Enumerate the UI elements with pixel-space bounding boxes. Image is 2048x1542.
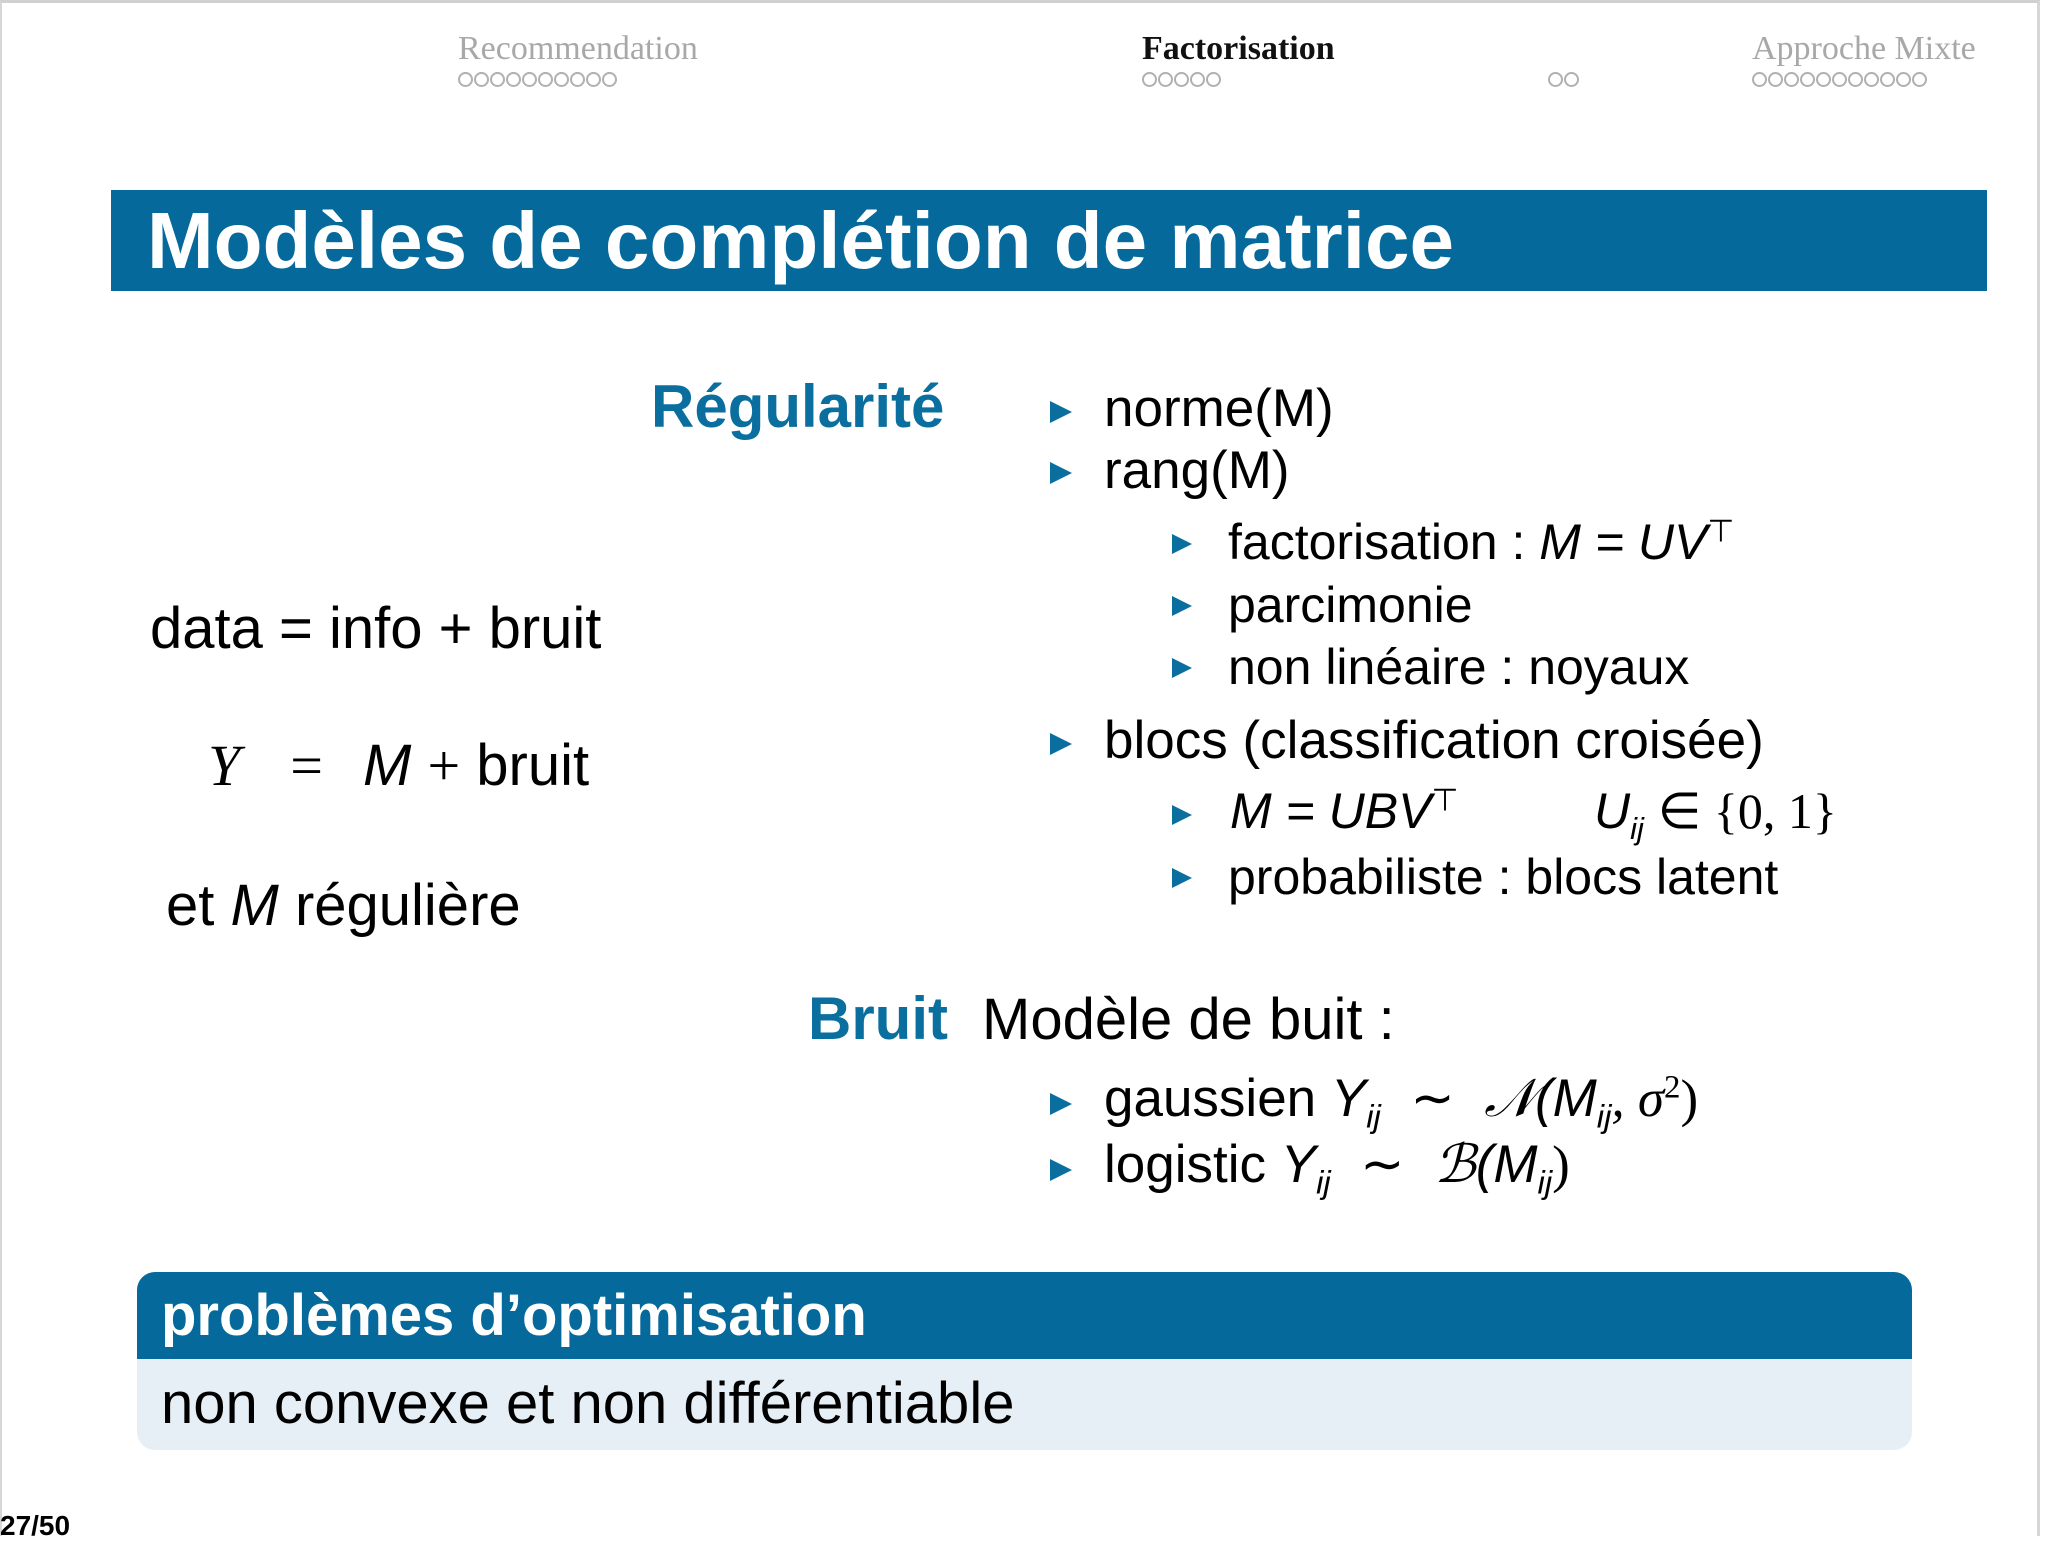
bruit-text: bruit	[476, 733, 590, 798]
subscript-ij: ij	[1596, 1097, 1612, 1135]
close-paren: )	[1552, 1136, 1570, 1194]
subscript-ij: ij	[1316, 1163, 1331, 1201]
nav-dot-icon[interactable]	[1190, 72, 1205, 87]
nav-dots	[1142, 72, 1335, 87]
nav-dot-icon[interactable]	[1848, 72, 1863, 87]
bullet-icon	[1172, 658, 1192, 678]
block-title: problèmes d’optimisation	[161, 1283, 867, 1348]
nav-title: Approche Mixte	[1752, 30, 1976, 67]
factorisation-formula: M = UV	[1539, 514, 1708, 570]
nav-section-unnamed[interactable]	[1548, 30, 1580, 87]
et-text: et	[166, 873, 215, 938]
superscript-2: 2	[1664, 1069, 1681, 1106]
nav-section-factorisation[interactable]	[1142, 30, 1335, 87]
nav-dot-icon[interactable]	[1864, 72, 1879, 87]
nav-dot-icon[interactable]	[1752, 72, 1767, 87]
nav-dot-icon[interactable]	[1158, 72, 1173, 87]
equals-sign: =	[290, 733, 323, 798]
var-y: Y	[1280, 1135, 1317, 1194]
bullet-icon	[1172, 868, 1192, 888]
set-formula: ∈ {0, 1}	[1657, 783, 1837, 839]
equation-regular	[166, 872, 521, 939]
subscript-ij: ij	[1537, 1163, 1553, 1201]
nav-dot-icon[interactable]	[1800, 72, 1815, 87]
reguliere-text: régulière	[294, 873, 521, 938]
bullet-icon	[1172, 534, 1192, 554]
nav-dot-icon[interactable]	[602, 72, 617, 87]
nav-dot-icon[interactable]	[570, 72, 585, 87]
nav-dot-icon[interactable]	[522, 72, 537, 87]
nav-dot-icon[interactable]	[1896, 72, 1911, 87]
nav-dot-icon[interactable]	[1174, 72, 1189, 87]
item-u-set	[1594, 782, 1837, 847]
item-blocs: blocs (classification croisée)	[1104, 711, 1764, 770]
item-gaussien	[1104, 1068, 1698, 1136]
item-factorisation	[1228, 513, 1734, 571]
nav-title	[1548, 30, 1580, 68]
bullet-icon	[1050, 1159, 1072, 1181]
block-body: non convexe et non différentiable	[161, 1371, 1015, 1436]
nav-dot-icon[interactable]	[1880, 72, 1895, 87]
optimisation-block	[137, 1272, 1912, 1450]
nav-dot-icon[interactable]	[1768, 72, 1783, 87]
sigma-symbol: , σ	[1611, 1070, 1665, 1128]
nav-dot-icon[interactable]	[1816, 72, 1831, 87]
nav-dot-icon[interactable]	[1912, 72, 1927, 87]
plus-sign: +	[427, 733, 461, 798]
nav-dot-icon[interactable]	[554, 72, 569, 87]
bullet-icon	[1050, 1093, 1072, 1115]
item-parcimonie: parcimonie	[1228, 577, 1473, 633]
nav-dot-icon[interactable]	[458, 72, 473, 87]
var-m: M	[362, 733, 412, 798]
equation-data: data = info + bruit	[150, 596, 602, 661]
subscript-ij: ij	[1630, 811, 1644, 846]
normal-dist: 𝒩(M	[1484, 1069, 1597, 1128]
nav-dot-icon[interactable]	[474, 72, 489, 87]
var-u: U	[1594, 783, 1631, 839]
nav-dot-icon[interactable]	[1206, 72, 1221, 87]
factorisation-label: factorisation :	[1228, 514, 1526, 570]
logistic-label: logistic	[1104, 1135, 1267, 1194]
nav-title: Recommendation	[458, 30, 698, 67]
bruit-intro: Modèle de buit :	[982, 987, 1395, 1052]
equation-y	[208, 732, 589, 799]
bernoulli-dist: ℬ(M	[1434, 1135, 1538, 1194]
item-ubv	[1230, 782, 1458, 840]
item-non-lineaire: non linéaire : noyaux	[1228, 639, 1690, 695]
bullet-icon	[1050, 733, 1072, 755]
var-y: Y	[1330, 1069, 1367, 1128]
transpose-symbol: ⊤	[1707, 513, 1735, 549]
nav-dot-icon[interactable]	[506, 72, 521, 87]
nav-dot-icon[interactable]	[538, 72, 553, 87]
item-rang: rang(M)	[1104, 441, 1290, 500]
tilde-symbol: ∼	[1360, 1136, 1405, 1194]
nav-dots	[1548, 72, 1580, 87]
bruit-heading: Bruit	[808, 985, 948, 1052]
nav-dot-icon[interactable]	[1548, 72, 1563, 87]
ubv-formula: M = UBV	[1230, 783, 1432, 839]
title-bar	[111, 190, 1987, 291]
item-probabiliste: probabiliste : blocs latent	[1228, 849, 1779, 905]
item-logistic	[1104, 1134, 1570, 1202]
bullet-icon	[1172, 805, 1192, 825]
nav-dot-icon[interactable]	[1142, 72, 1157, 87]
subscript-ij: ij	[1366, 1097, 1381, 1135]
tilde-symbol: ∼	[1410, 1070, 1455, 1128]
close-paren: )	[1680, 1070, 1699, 1128]
bullet-icon	[1050, 401, 1072, 423]
nav-dots	[458, 72, 698, 87]
nav-dot-icon[interactable]	[586, 72, 601, 87]
nav-title: Factorisation	[1142, 30, 1335, 67]
bullet-icon	[1050, 462, 1072, 484]
regularite-heading: Régularité	[651, 373, 945, 440]
var-y: Y	[208, 733, 241, 798]
slide-title: Modèles de complétion de matrice	[147, 196, 1454, 285]
nav-dot-icon[interactable]	[1784, 72, 1799, 87]
nav-section-approche-mixte[interactable]	[1752, 30, 1976, 87]
page-number: 27/50	[0, 1510, 71, 1541]
bullet-icon	[1172, 596, 1192, 616]
nav-dot-icon[interactable]	[1832, 72, 1847, 87]
nav-dots	[1752, 72, 1976, 87]
item-norme: norme(M)	[1104, 379, 1334, 438]
gaussien-label: gaussien	[1104, 1069, 1317, 1128]
nav-section-recommendation[interactable]	[458, 30, 698, 87]
nav-dot-icon[interactable]	[490, 72, 505, 87]
nav-dot-icon[interactable]	[1564, 72, 1579, 87]
transpose-symbol: ⊤	[1431, 782, 1459, 818]
var-m: M	[230, 873, 279, 938]
